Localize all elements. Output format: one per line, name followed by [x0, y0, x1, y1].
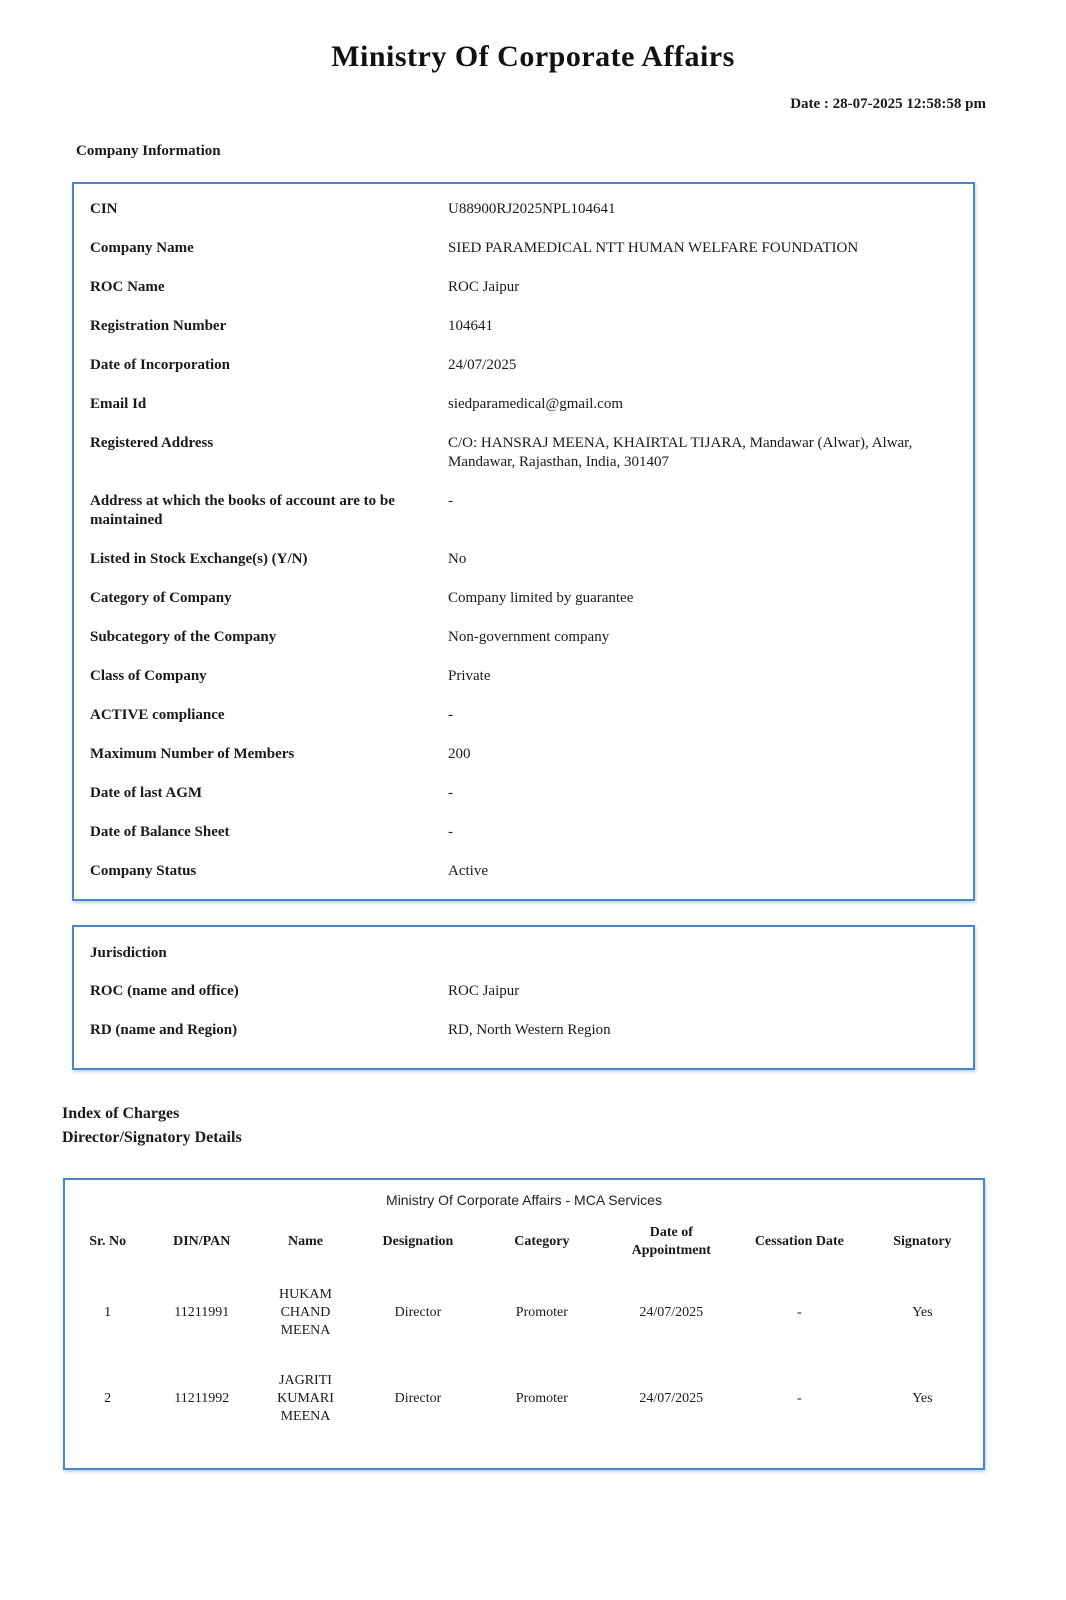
field-value: siedparamedical@gmail.com: [448, 396, 623, 412]
director-signatory-details-heading: Director/Signatory Details: [62, 1129, 242, 1146]
director-signatory-table-box: [63, 1178, 985, 1470]
col-header-designation: Designation: [382, 1234, 454, 1249]
field-value: C/O: HANSRAJ MEENA, KHAIRTAL TIJARA, Mandawar (Alwar), Alwar, Mandawar, Rajasthan, India, 301407: [448, 435, 913, 470]
table-header-row: [65, 1214, 983, 1270]
cell-sr-no: 2: [104, 1391, 112, 1406]
field-value: Company limited by guarantee: [448, 590, 634, 606]
cell-din-pan: 11211991: [174, 1305, 230, 1320]
field-value: ROC Jaipur: [448, 983, 520, 999]
field-value: Private: [448, 668, 491, 684]
field-label: RD (name and Region): [90, 1022, 238, 1038]
field-row-registered-address: [74, 424, 973, 482]
page-title: Ministry Of Corporate Affairs: [331, 40, 735, 73]
cell-date-of-appointment: 24/07/2025: [639, 1391, 704, 1406]
field-label: ROC Name: [90, 279, 165, 295]
table-caption: Ministry Of Corporate Affairs - MCA Services: [386, 1192, 662, 1208]
field-label: ACTIVE compliance: [90, 707, 225, 723]
field-value: 24/07/2025: [448, 357, 517, 373]
field-row-category: [74, 579, 973, 618]
cell-name: HUKAM CHAND MEENA: [279, 1287, 332, 1338]
field-label: Date of last AGM: [90, 785, 203, 801]
field-label: Date of Balance Sheet: [90, 824, 230, 840]
cell-cessation-date: -: [797, 1391, 802, 1406]
field-value: Non-government company: [448, 629, 610, 645]
table-row: [65, 1356, 983, 1442]
field-label: Company Name: [90, 240, 194, 256]
table-row: [65, 1270, 983, 1356]
col-header-din-pan: DIN/PAN: [173, 1234, 231, 1249]
field-label: Email Id: [90, 396, 147, 412]
field-label: CIN: [90, 201, 118, 217]
col-header-cessation-date: Cessation Date: [754, 1234, 844, 1249]
field-value: ROC Jaipur: [448, 279, 520, 295]
field-value: SIED PARAMEDICAL NTT HUMAN WELFARE FOUNDATION: [448, 240, 859, 256]
cell-date-of-appointment: 24/07/2025: [639, 1305, 704, 1320]
field-value: -: [448, 493, 453, 509]
cell-category: Promoter: [515, 1391, 568, 1406]
field-row-date-of-incorporation: [74, 346, 973, 385]
field-value: -: [448, 824, 453, 840]
jurisdiction-heading: Jurisdiction: [90, 945, 167, 961]
field-label: Subcategory of the Company: [90, 629, 277, 645]
field-value: 200: [448, 746, 471, 762]
field-value: RD, North Western Region: [448, 1022, 611, 1038]
field-value: -: [448, 707, 453, 723]
field-value: U88900RJ2025NPL104641: [448, 201, 616, 217]
field-row-last-agm: [74, 774, 973, 813]
cell-din-pan: 11211992: [174, 1391, 230, 1406]
lower-headings: [62, 1102, 1066, 1150]
company-information-box: [72, 182, 975, 901]
field-row-company-status: [74, 852, 973, 891]
generated-date: Date : 28-07-2025 12:58:58 pm: [790, 96, 986, 112]
field-row-cin: [74, 190, 973, 229]
field-label: Company Status: [90, 863, 197, 879]
field-label: Registered Address: [90, 435, 214, 451]
field-row-listed: [74, 540, 973, 579]
cell-designation: Director: [394, 1305, 442, 1320]
field-value: 104641: [448, 318, 493, 334]
field-value: Active: [448, 863, 488, 879]
field-row-roc-name: [74, 268, 973, 307]
index-of-charges-heading: Index of Charges: [62, 1105, 180, 1122]
col-header-name: Name: [287, 1234, 323, 1249]
company-information-heading: Company Information: [76, 143, 221, 159]
cell-signatory: Yes: [912, 1305, 933, 1320]
director-signatory-table: [65, 1214, 983, 1442]
field-row-balance-sheet: [74, 813, 973, 852]
cell-designation: Director: [394, 1391, 442, 1406]
field-row-roc-office: [74, 972, 973, 1011]
field-row-books-address: [74, 482, 973, 540]
cell-name: JAGRITI KUMARI MEENA: [277, 1373, 334, 1424]
field-label: ROC (name and office): [90, 983, 239, 999]
field-row-company-name: [74, 229, 973, 268]
cell-signatory: Yes: [912, 1391, 933, 1406]
field-row-email-id: [74, 385, 973, 424]
field-label: Listed in Stock Exchange(s) (Y/N): [90, 551, 308, 567]
field-label: Address at which the books of account are to be maintained: [90, 493, 395, 528]
field-row-subcategory: [74, 618, 973, 657]
field-row-registration-number: [74, 307, 973, 346]
cell-category: Promoter: [515, 1305, 568, 1320]
cell-sr-no: 1: [104, 1305, 112, 1320]
jurisdiction-box: [72, 925, 975, 1070]
col-header-date-of-appointment: Date of Appointment: [631, 1225, 711, 1258]
field-label: Registration Number: [90, 318, 227, 334]
cell-cessation-date: -: [797, 1305, 802, 1320]
field-value: No: [448, 551, 467, 567]
field-label: Class of Company: [90, 668, 207, 684]
field-row-active-compliance: [74, 696, 973, 735]
field-row-rd-region: [74, 1011, 973, 1050]
col-header-category: Category: [514, 1234, 570, 1249]
field-row-class: [74, 657, 973, 696]
field-label: Maximum Number of Members: [90, 746, 295, 762]
field-row-max-members: [74, 735, 973, 774]
field-label: Date of Incorporation: [90, 357, 230, 373]
field-value: -: [448, 785, 453, 801]
field-label: Category of Company: [90, 590, 232, 606]
col-header-signatory: Signatory: [893, 1234, 952, 1249]
col-header-sr-no: Sr. No: [89, 1234, 127, 1249]
